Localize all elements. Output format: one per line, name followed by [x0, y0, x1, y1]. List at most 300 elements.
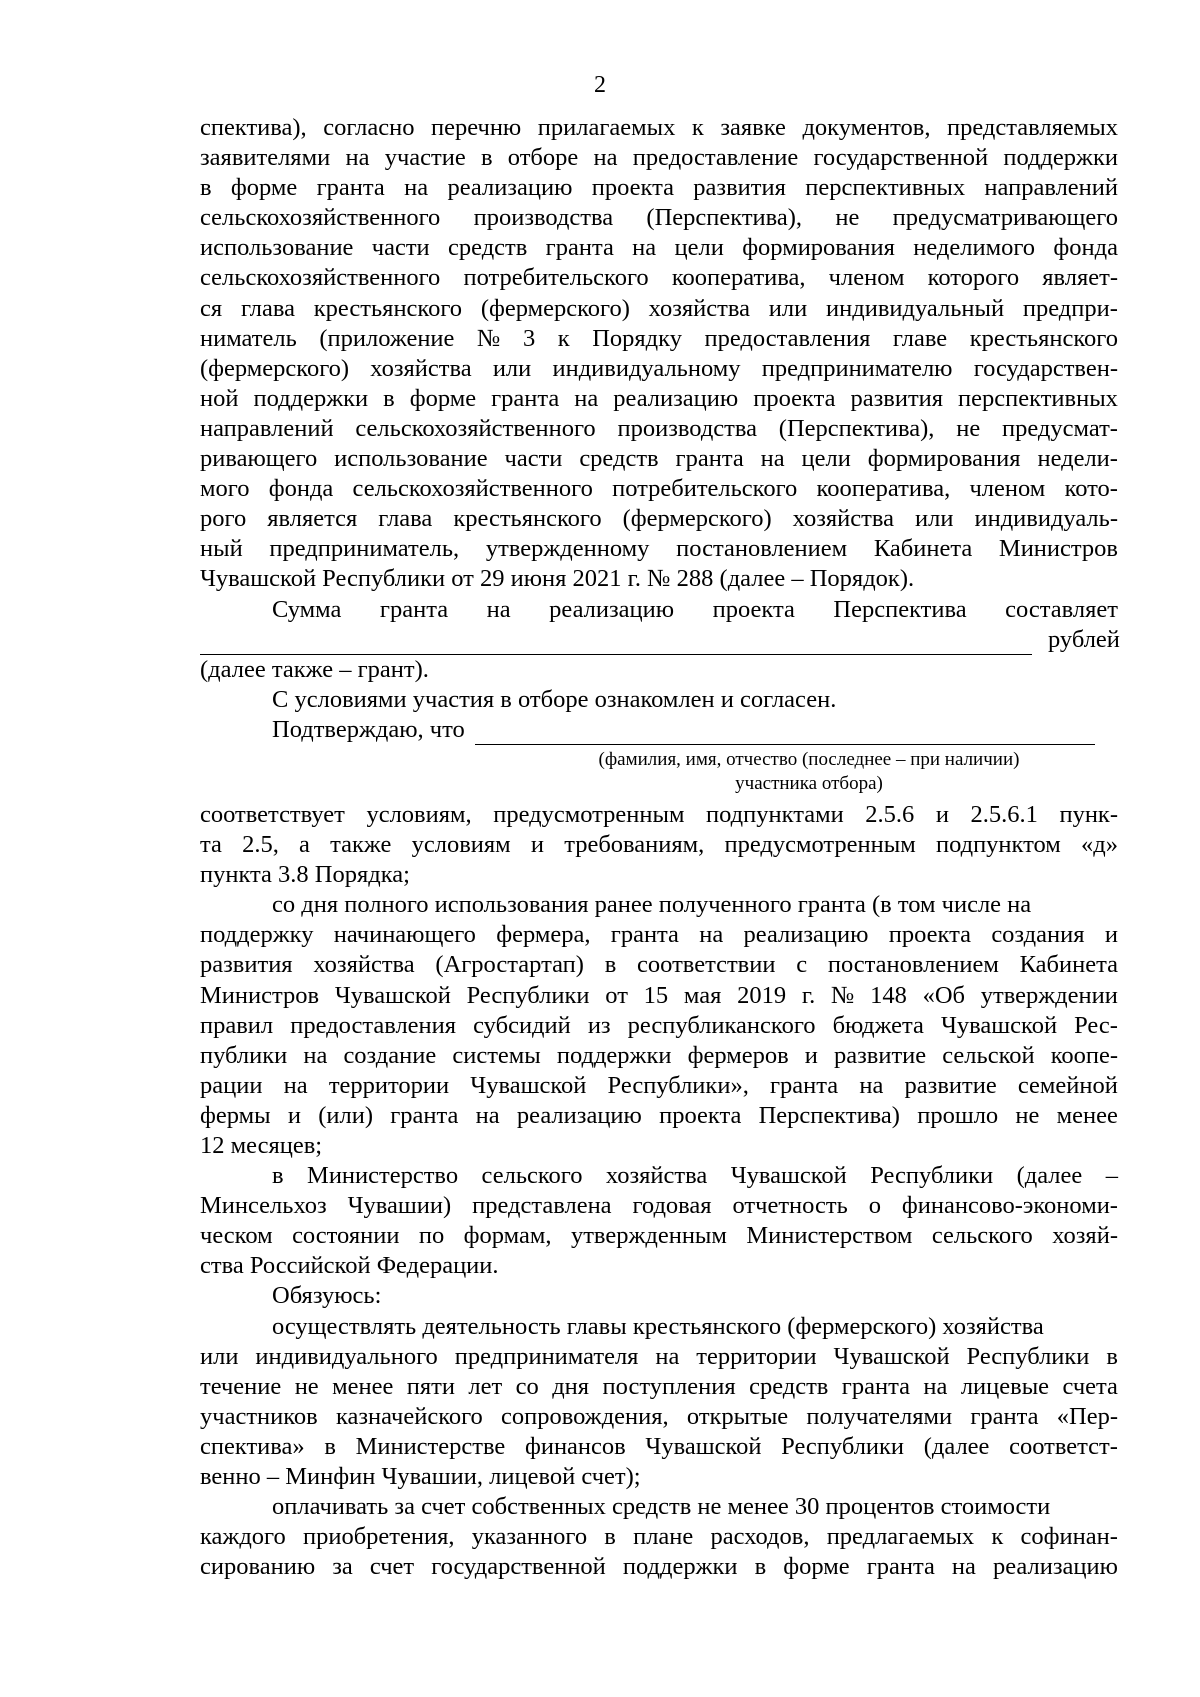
- text-line: [200, 1522, 1118, 1552]
- text-line: [200, 324, 1118, 354]
- word: фонда: [1053, 234, 1118, 262]
- paragraph-previous-grant: [200, 890, 1118, 1161]
- word: указанного: [471, 1523, 588, 1551]
- word: предлагаемых: [826, 1523, 975, 1551]
- word: к: [991, 1523, 1004, 1551]
- word: по: [418, 1222, 445, 1250]
- word: гранта: [675, 445, 744, 473]
- text-line: [200, 1161, 1118, 1191]
- text-line: ства Российской Федерации.: [200, 1252, 499, 1280]
- word: также: [330, 831, 392, 859]
- word: предпринимателя: [454, 1342, 639, 1370]
- word: представляемых: [946, 114, 1118, 141]
- text-line: [200, 233, 1118, 263]
- word: отборе: [507, 144, 579, 172]
- word: гранта: [390, 1101, 459, 1129]
- word: не: [835, 204, 860, 232]
- word: и: [530, 831, 544, 859]
- word: получателями: [806, 1402, 953, 1430]
- word: проекта: [888, 921, 972, 949]
- word: требованиям,: [564, 831, 705, 859]
- word: прилагаемых: [537, 114, 676, 141]
- text-line: [200, 143, 1118, 173]
- word: в: [604, 951, 617, 979]
- word: №: [476, 324, 501, 352]
- confirm-label: Подтверждаю, что: [272, 715, 465, 743]
- word: сельскохозяйственного: [200, 264, 441, 292]
- word: соответствии: [637, 951, 776, 979]
- word: предоставление: [632, 144, 799, 172]
- paragraph-lines: [200, 1191, 1118, 1251]
- word: и: [804, 1041, 818, 1069]
- word: дня: [552, 1372, 590, 1400]
- obligation-heading: Обязуюсь:: [272, 1282, 382, 1310]
- word: использование: [334, 445, 488, 473]
- word: индивидуальный: [826, 294, 1005, 322]
- paragraph-conditions: [200, 800, 1118, 890]
- text-line: оплачивать за счет собственных средств не менее 30 процентов стоимости: [272, 1493, 1051, 1521]
- word: цели: [674, 234, 724, 262]
- word: сельской: [942, 1041, 1035, 1069]
- word: поддержки: [556, 1041, 672, 1069]
- word: потребительского: [612, 475, 798, 503]
- word: Порядку: [592, 324, 682, 352]
- word: рого: [200, 505, 247, 533]
- word: гранта: [970, 1402, 1039, 1430]
- word: сельскохозяйственного: [352, 475, 593, 503]
- text-line: [200, 981, 1118, 1011]
- word: согласно: [323, 114, 415, 141]
- word: создания: [991, 921, 1085, 949]
- word: хозяйства: [313, 951, 415, 979]
- word: предусматривающего: [892, 204, 1118, 232]
- word: гранта: [491, 384, 560, 412]
- word: финансов: [524, 1432, 626, 1460]
- word: «д»: [1081, 831, 1118, 859]
- word: фонда: [268, 475, 334, 503]
- word: Республики: [870, 1162, 994, 1190]
- text-line: [200, 414, 1118, 444]
- word: Кабинета: [873, 535, 973, 563]
- grant-also-line: (далее также – грант).: [200, 655, 429, 683]
- word: средств: [579, 445, 659, 473]
- word: на: [859, 1071, 884, 1099]
- word: на: [303, 1041, 328, 1069]
- word: проекта: [659, 1101, 742, 1129]
- word: гранта: [379, 595, 449, 623]
- word: участников: [200, 1402, 318, 1430]
- word: утверждении: [980, 981, 1118, 1009]
- word: поступления: [602, 1372, 736, 1400]
- grant-amount-blank[interactable]: [200, 630, 1032, 655]
- word: системы: [452, 1041, 541, 1069]
- word: казначейского: [335, 1402, 483, 1430]
- text-line: [200, 1041, 1118, 1071]
- word: предоставления: [290, 1011, 457, 1039]
- word: Республики: [466, 981, 590, 1009]
- word: форме: [409, 384, 477, 412]
- word: членом: [969, 475, 1046, 503]
- word: или: [492, 354, 532, 382]
- word: развитие: [904, 1071, 997, 1099]
- word: поддержки: [1003, 144, 1118, 172]
- word: соответствует: [200, 800, 345, 828]
- word: Министерство: [307, 1162, 459, 1190]
- word: в: [383, 384, 395, 412]
- word: лет: [468, 1372, 503, 1400]
- word: на: [632, 234, 657, 262]
- word: ривающего: [200, 445, 318, 473]
- paragraph-activity: [200, 1312, 1118, 1493]
- participant-name-blank[interactable]: [475, 720, 1095, 745]
- text-line: [200, 1432, 1118, 1462]
- word: форме: [230, 174, 298, 202]
- word: менее: [332, 1372, 394, 1400]
- word: производства: [473, 204, 614, 232]
- text-line: [200, 534, 1118, 564]
- word: производства: [617, 414, 757, 442]
- word: кооператива,: [816, 475, 951, 503]
- word: 2019: [737, 981, 787, 1009]
- page-number: 2: [594, 72, 606, 98]
- word: Чувашской: [470, 1071, 587, 1099]
- word: республиканского: [627, 1011, 816, 1039]
- word: условиям,: [366, 800, 472, 828]
- text-line: [200, 1191, 1118, 1221]
- word: направлений: [984, 174, 1118, 202]
- word: пяти: [406, 1372, 455, 1400]
- word: заявке: [720, 114, 786, 141]
- word: не: [956, 414, 981, 442]
- paragraph-lines: [200, 800, 1118, 860]
- word: Рес-: [1074, 1011, 1118, 1039]
- word: сельского: [931, 1222, 1033, 1250]
- agree-line: С условиями участия в отборе ознакомлен и согласен.: [272, 685, 837, 713]
- word: членом: [828, 264, 905, 292]
- text-line: венно – Минфин Чувашии, лицевой счет);: [200, 1463, 641, 1491]
- word: –: [1105, 1162, 1118, 1190]
- word: ный: [200, 535, 243, 563]
- word: мая: [683, 981, 722, 1009]
- word: и: [935, 800, 949, 828]
- text-line: [200, 1372, 1118, 1402]
- text-line: [200, 1101, 1118, 1131]
- text-line: [200, 830, 1118, 860]
- paragraph-lines: [200, 1522, 1118, 1582]
- word: заявителями: [200, 144, 331, 172]
- word: реализацию: [516, 1101, 642, 1129]
- word: кото-: [1064, 475, 1118, 503]
- word: участие: [384, 144, 466, 172]
- paragraph-lines: [200, 920, 1118, 1131]
- word: 2.5.6.1: [970, 800, 1038, 828]
- word: потребительского: [463, 264, 649, 292]
- word: проекта: [753, 384, 836, 412]
- word: направлений: [200, 414, 334, 442]
- text-line: [200, 1552, 1118, 1582]
- text-line: [200, 950, 1118, 980]
- word: Чувашской: [833, 1342, 950, 1370]
- paragraph-lines: [200, 1342, 1118, 1462]
- word: Перспектива): [758, 1101, 900, 1129]
- confirm-row: [200, 715, 1118, 745]
- word: подпунктом: [935, 831, 1061, 859]
- word: Чувашской: [645, 1432, 762, 1460]
- word: территории: [696, 1342, 817, 1370]
- word: представлена: [472, 1192, 612, 1220]
- word: состоянии: [292, 1222, 400, 1250]
- word: (Перспектива),: [778, 414, 935, 442]
- word: (Перспектива),: [646, 204, 803, 232]
- word: перспективных: [958, 384, 1118, 412]
- paragraph-lines: [200, 113, 1118, 564]
- word: 15: [643, 981, 669, 1009]
- word: семейной: [1017, 1071, 1118, 1099]
- word: фермы: [200, 1101, 271, 1129]
- word: или: [768, 294, 808, 322]
- word: а: [299, 831, 310, 859]
- paragraph-application-list: [200, 113, 1118, 595]
- text-line: [200, 1221, 1118, 1251]
- caption-line: участника отбора): [735, 772, 883, 794]
- word: в: [1106, 1342, 1118, 1370]
- word: (далее: [923, 1432, 990, 1460]
- word: средств: [749, 1372, 829, 1400]
- word: Чувашии): [347, 1192, 452, 1220]
- text-line: [200, 920, 1118, 950]
- word: гранта: [545, 234, 614, 262]
- word: к: [691, 114, 704, 141]
- text-line: [200, 384, 1118, 414]
- word: реализацию: [992, 1553, 1118, 1581]
- word: индивидуального: [255, 1342, 438, 1370]
- word: цели: [801, 445, 851, 473]
- word: проекта: [591, 174, 674, 202]
- word: гранта: [866, 1553, 935, 1581]
- word: на: [486, 595, 511, 623]
- word: сельского: [481, 1162, 583, 1190]
- word: в: [200, 174, 212, 202]
- word: в: [324, 1432, 336, 1460]
- word: лицевые: [960, 1372, 1050, 1400]
- word: реализацию: [447, 174, 573, 202]
- word: 3: [522, 324, 536, 352]
- word: формам,: [463, 1222, 552, 1250]
- word: недели-: [1037, 445, 1118, 473]
- word: течение: [200, 1372, 282, 1400]
- word: ниматель: [200, 324, 297, 352]
- word: на: [760, 445, 785, 473]
- word: со: [515, 1372, 539, 1400]
- word: государственной: [431, 1553, 606, 1581]
- word: хозяй-: [1052, 1222, 1118, 1250]
- word: 2.5.6: [865, 800, 915, 828]
- word: пунк-: [1059, 800, 1118, 828]
- word: формирования: [867, 445, 1021, 473]
- word: начинающего: [333, 921, 476, 949]
- word: реализацию: [743, 921, 869, 949]
- paragraph-cofinancing: [200, 1492, 1118, 1582]
- word: на: [574, 384, 599, 412]
- word: части: [504, 445, 563, 473]
- word: на: [699, 921, 724, 949]
- word: поддержки: [622, 1553, 738, 1581]
- word: менее: [1056, 1101, 1118, 1129]
- word: от: [605, 981, 628, 1009]
- word: Сумма: [272, 595, 342, 623]
- word: которого: [927, 264, 1020, 292]
- word: кооператива,: [671, 264, 806, 292]
- word: является: [267, 505, 358, 533]
- text-line: [200, 263, 1118, 293]
- grant-amount-line: [200, 595, 1118, 625]
- word: гранта: [770, 1071, 839, 1099]
- word: не: [1015, 1101, 1040, 1129]
- word: рации: [200, 1071, 263, 1099]
- text-line: Чувашской Республики от 29 июня 2021 г. № 288 (далее – Порядок).: [200, 565, 915, 593]
- word: «Пер-: [1056, 1402, 1118, 1430]
- text-line: [200, 1402, 1118, 1432]
- word: хозяйства: [605, 1162, 708, 1190]
- word: Республики»,: [607, 1071, 749, 1099]
- word: крестьянского: [969, 324, 1118, 352]
- word: развития: [693, 174, 786, 202]
- word: «Об: [922, 981, 966, 1009]
- word: субсидий: [473, 1011, 571, 1039]
- word: софинан-: [1020, 1523, 1118, 1551]
- word: хозяйства: [648, 294, 750, 322]
- text-line: [200, 800, 1118, 830]
- word: на: [283, 1071, 308, 1099]
- word: сельскохозяйственного: [355, 414, 596, 442]
- word: 148: [870, 981, 907, 1009]
- word: на: [593, 144, 618, 172]
- word: Чувашской: [730, 1162, 847, 1190]
- word: расходов,: [710, 1523, 810, 1551]
- word: реализацию: [613, 384, 739, 412]
- word: в: [604, 1523, 616, 1551]
- text-line: [200, 1071, 1118, 1101]
- word: предоставления: [704, 324, 871, 352]
- word: Кабинета: [1019, 951, 1118, 979]
- word: открытые: [686, 1402, 789, 1430]
- document-body: [200, 113, 1118, 1582]
- word: главе: [892, 324, 948, 352]
- word: (или): [318, 1101, 373, 1129]
- word: (фермерского): [622, 505, 772, 533]
- word: государствен-: [973, 354, 1118, 382]
- word: плане: [633, 1523, 694, 1551]
- word: сельскохозяйственного: [200, 204, 441, 232]
- word: прошло: [917, 1101, 999, 1129]
- word: реализацию: [549, 595, 675, 623]
- text-line: [200, 1011, 1118, 1041]
- word: на: [655, 1342, 680, 1370]
- word: правил: [200, 1011, 274, 1039]
- word: развития: [850, 384, 944, 412]
- word: Перспектива: [833, 595, 967, 623]
- word: гранта: [841, 1372, 910, 1400]
- word: ся: [200, 294, 223, 322]
- word: на: [923, 1372, 948, 1400]
- word: (фермерского): [480, 294, 630, 322]
- word: подпунктами: [706, 800, 844, 828]
- word: гранта: [610, 921, 679, 949]
- word: г.: [801, 981, 816, 1009]
- word: публики: [200, 1041, 288, 1069]
- word: бюджета: [832, 1011, 924, 1039]
- word: части: [371, 234, 430, 262]
- word: финансово-экономи-: [901, 1192, 1118, 1220]
- word: о: [868, 1192, 881, 1220]
- word: Министерстве: [355, 1432, 506, 1460]
- paragraph-reporting: [200, 1161, 1118, 1281]
- word: хозяйства: [370, 354, 472, 382]
- text-line: [200, 474, 1118, 504]
- word: форме: [783, 1553, 850, 1581]
- word: в: [480, 144, 493, 172]
- word: неделимого: [913, 234, 1036, 262]
- word: Минсельхоз: [200, 1192, 327, 1220]
- word: предусмотренным: [724, 831, 916, 859]
- word: на: [404, 174, 429, 202]
- word: предпринимателю: [761, 354, 953, 382]
- word: фермера,: [496, 921, 591, 949]
- word: 2.5,: [242, 831, 279, 859]
- word: средств: [448, 234, 528, 262]
- word: Министерством: [746, 1222, 913, 1250]
- word: ческом: [200, 1222, 273, 1250]
- word: на: [475, 1101, 500, 1129]
- word: проекта: [712, 595, 795, 623]
- word: фермеров: [687, 1041, 789, 1069]
- word: постановлением: [676, 535, 848, 563]
- word: развитие: [833, 1041, 927, 1069]
- word: составляет: [1005, 595, 1118, 623]
- currency-label: рублей: [1048, 625, 1120, 653]
- text-line: [200, 203, 1118, 233]
- text-line: [200, 444, 1118, 474]
- participant-name-caption: [200, 745, 1118, 800]
- word: (Агростартап): [435, 951, 584, 979]
- caption-line: (фамилия, имя, отчество (последнее – при наличии): [598, 748, 1020, 770]
- word: крестьянского: [313, 294, 463, 322]
- text-line: [200, 113, 1118, 143]
- word: территории: [328, 1071, 450, 1099]
- text-line: 12 месяцев;: [200, 1132, 323, 1159]
- grant-amount-field-row: [200, 625, 1118, 655]
- word: поддержку: [200, 921, 314, 949]
- word: или: [915, 505, 954, 533]
- word: приобретения,: [302, 1523, 455, 1551]
- word: развития: [200, 951, 293, 979]
- word: спектива),: [200, 114, 307, 141]
- word: (приложение: [319, 324, 455, 352]
- word: перспективных: [805, 174, 966, 202]
- word: документов,: [802, 114, 931, 141]
- word: Республики: [781, 1432, 905, 1460]
- word: та: [200, 831, 222, 859]
- word: и: [287, 1101, 301, 1129]
- word: каждого: [200, 1523, 286, 1551]
- word: мого: [200, 475, 250, 503]
- word: за: [332, 1553, 353, 1581]
- word: использование: [200, 234, 354, 262]
- word: крестьянского: [453, 505, 602, 533]
- word: государственной: [813, 144, 989, 172]
- text-line: [200, 354, 1118, 384]
- word: гранта: [316, 174, 385, 202]
